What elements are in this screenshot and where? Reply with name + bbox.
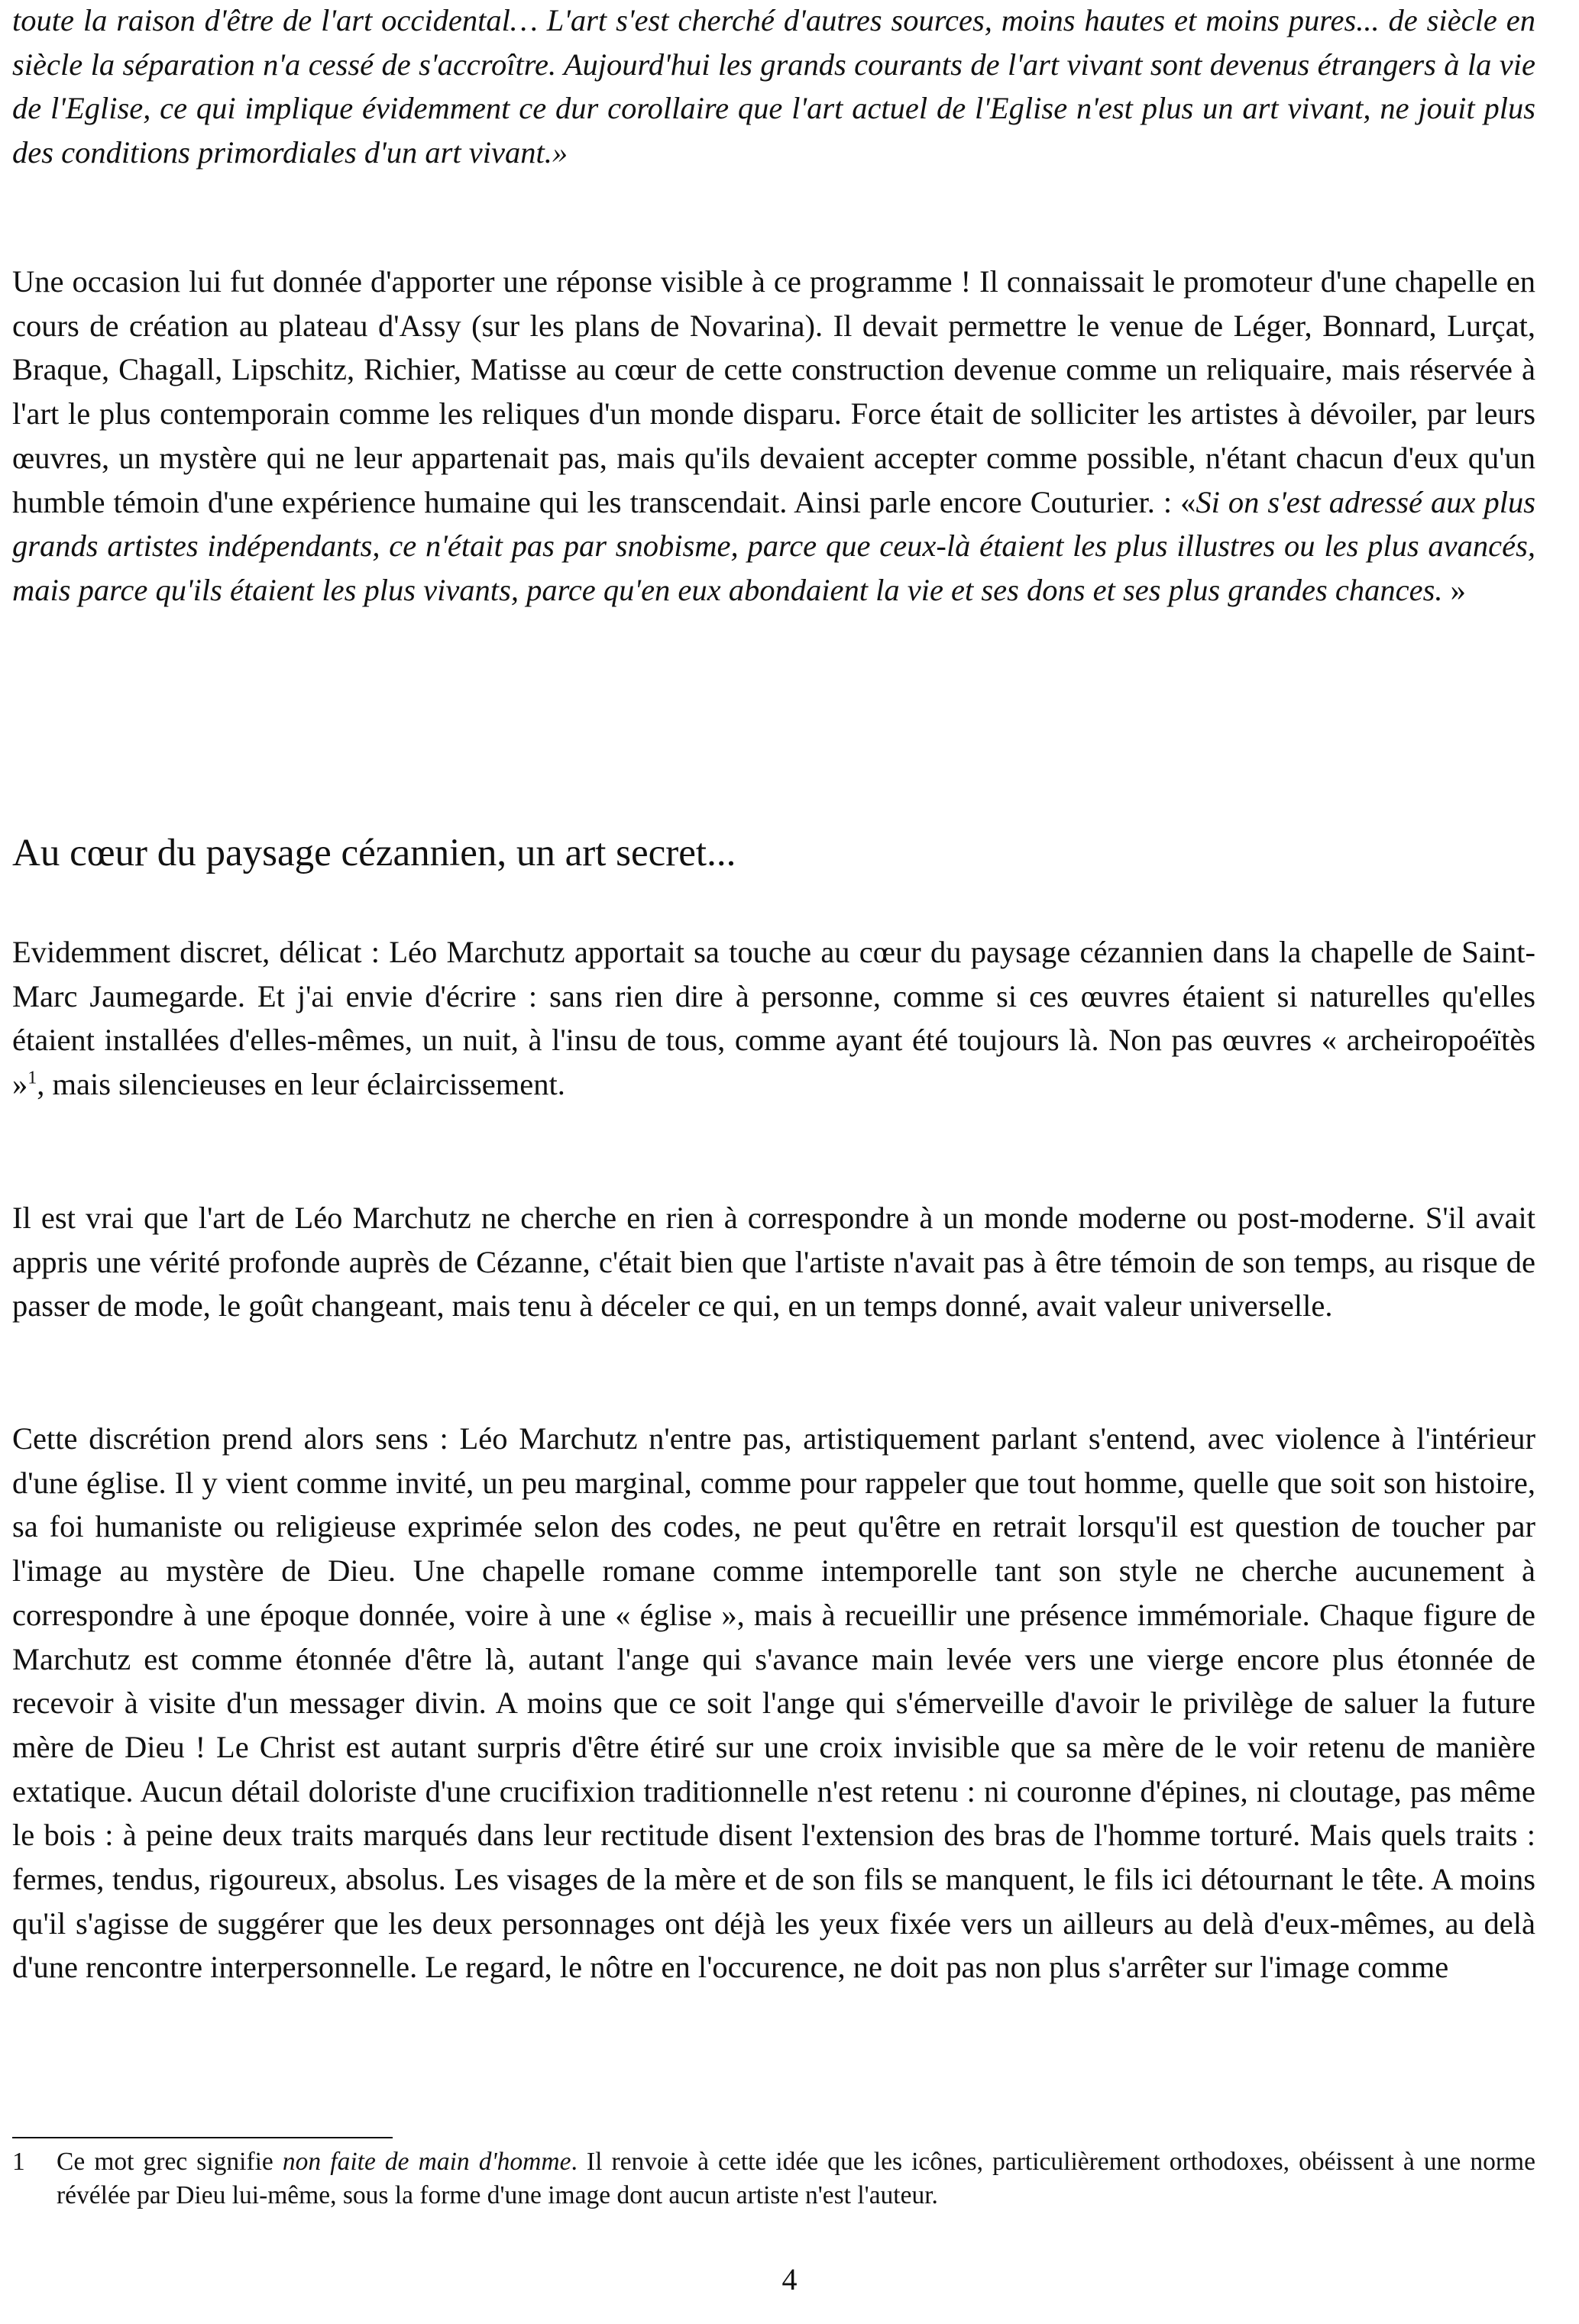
quote-close: »: [1442, 572, 1466, 607]
footnote-translation: non faite de main d'homme: [282, 2148, 571, 2176]
evidemment-text-before: Evidemment discret, délicat : Léo Marchutz apportait sa touche au cœur du paysage cézannien dans la chapelle de Saint-Marc Jaumegarde. Et j'ai envie d'écrire : sans rien dire à personne, comme si ces œuvres étaient si naturelles qu'elles étaient installées d'elles-mêmes, un nuit, à l'insu de tous, comme ayant été toujours là. Non pas œuvres « archeiropoéïtès »: [12, 935, 1535, 1102]
evidemment-paragraph: [12, 930, 1535, 1107]
footnote-number: 1: [12, 2148, 25, 2176]
occasion-text: Une occasion lui fut donnée d'apporter une réponse visible à ce programme ! Il connaissait le promoteur d'une chapelle en cours de création au plateau d'Assy (sur les plans de Novarina). Il devait permettre le venue de Léger, Bonnard, Lurçat, Braque, Chagall, Lipschitz, Richier, Matisse au cœur de cette construction devenue comme un reliquaire, mais réservée à l'art le plus contemporain comme les reliques d'un monde disparu. Force était de solliciter les artistes à dévoiler, par leurs œuvres, un mystère qui ne leur appartenait pas, mais qu'ils devaient accepter comme possible, n'étant chacun d'eux qu'un humble témoin d'une expérience humaine qui les transcendait. Ainsi parle encore Couturier. : «: [12, 264, 1535, 519]
page-number: 4: [781, 2262, 798, 2297]
occasion-paragraph: [12, 260, 1535, 613]
footnote-text-after: . Il renvoie à cette idée que les icônes, particulièrement orthodoxes, obéissent à une norme révélée par Dieu lui-même, sous la forme d'une image dont aucun artiste n'est l'auteur.: [57, 2148, 1535, 2209]
discretion-paragraph: Cette discrétion prend alors sens : Léo Marchutz n'entre pas, artistiquement parlant s'entend, avec violence à l'intérieur d'une église. Il y vient comme invité, un peu marginal, comme pour rappeler que tout homme, quelle que soit son histoire, sa foi humaniste ou religieuse exprimée selon des codes, ne peut qu'être en retrait lorsqu'il est question de toucher par l'image au mystère de Dieu. Une chapelle romane comme intemporelle tant son style ne cherche aucunement à correspondre à une époque donnée, voire à une « église », mais à recueillir une présence immémoriale. Chaque figure de Marchutz est comme étonnée d'être là, autant l'ange qui s'avance main levée vers une vierge encore plus étonnée de recevoir à visite d'un messager divin. A moins que ce soit l'ange qui s'émerveille d'avoir le privilège de saluer la future mère de Dieu ! Le Christ est autant surpris d'être étiré sur une croix invisible que sa mère de le voir retenu de manière extatique. Aucun détail doloriste d'une crucifixion traditionnelle n'est retenu : ni couronne d'épines, ni cloutage, pas même le bois : à peine deux traits marqués dans leur rectitude disent l'extension des bras de l'homme torturé. Mais quels traits : fermes, tendus, rigoureux, absolus. Les visages de la mère et de son fils se manquent, le fils ici détournant le tête. A moins qu'il s'agisse de suggérer que les deux personnages ont déjà les yeux fixée vers un ailleurs au delà d'eux-mêmes, au delà d'une rencontre interpersonnelle. Le regard, le nôtre en l'occurence, ne doit pas non plus s'arrêter sur l'image comme: [12, 1421, 1535, 1985]
footnote-reference[interactable]: 1: [28, 1068, 37, 1088]
couturier-quote: Si on s'est adressé aux plus grands artistes indépendants, ce n'était pas par snobisme, parce que ceux-là étaient les plus illustres ou les plus avancés, mais parce qu'ils étaient les plus vivants, parce qu'en eux abondaient la vie et ses dons et ses plus grandes chances.: [12, 484, 1536, 607]
footnote: [12, 2145, 1535, 2212]
footnote-text-before: Ce mot grec signifie: [57, 2148, 283, 2176]
quote-paragraph: toute la raison d'être de l'art occidental… L'art s'est cherché d'autres sources, moins hautes et moins pures... de siècle en siècle la séparation n'a cessé de s'accroître. Aujourd'hui les grands courants de l'art vivant sont devenus étrangers à la vie de l'Eglise, ce qui implique évidemment ce dur corollaire que l'art actuel de l'Eglise n'est plus un art vivant, ne jouit plus des conditions primordiales d'un art vivant.»: [12, 3, 1535, 170]
footnote-text: [57, 2145, 1535, 2212]
section-heading: Au cœur du paysage cézannien, un art secret...: [12, 832, 736, 874]
evidemment-text-after: , mais silencieuses en leur éclaircissement.: [37, 1067, 565, 1102]
footnote-separator: [12, 2137, 393, 2138]
ilestvrai-paragraph: Il est vrai que l'art de Léo Marchutz ne cherche en rien à correspondre à un monde moderne ou post-moderne. S'il avait appris une vérité profonde auprès de Cézanne, c'était bien que l'artiste n'avait pas à être témoin de son temps, au risque de passer de mode, le goût changeant, mais tenu à déceler ce qui, en un temps donné, avait valeur universelle.: [12, 1201, 1535, 1324]
